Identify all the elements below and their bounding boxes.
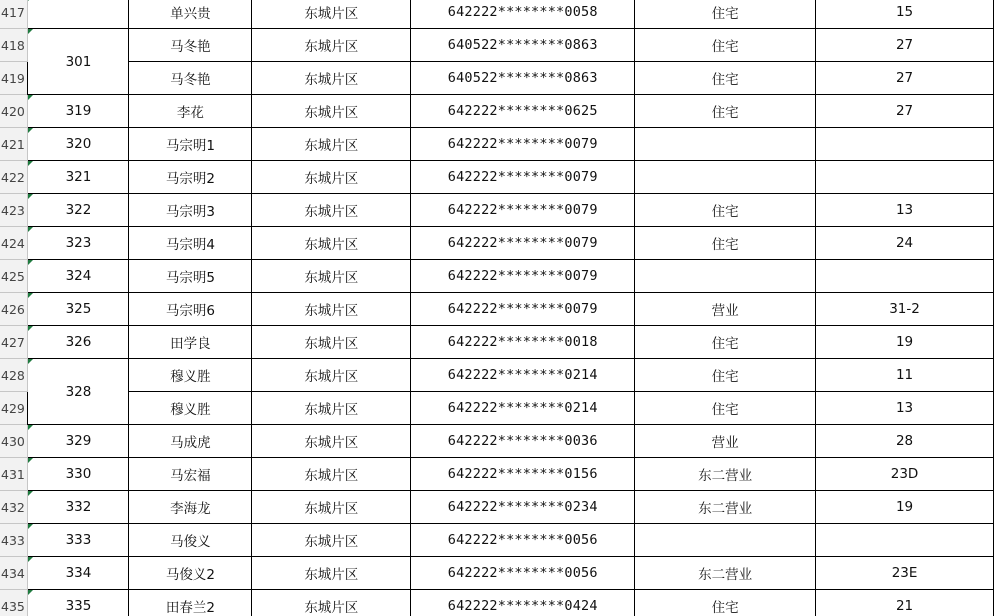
cell-num[interactable]: 19 (816, 491, 994, 524)
cell-number[interactable] (28, 161, 129, 194)
cell-number[interactable] (28, 95, 129, 128)
cell-num[interactable]: 27 (816, 62, 994, 95)
cell-area[interactable]: 东城片区 (252, 194, 411, 227)
table-row (0, 491, 994, 524)
cell-id[interactable]: 642222********0079 (411, 161, 635, 194)
cell-num[interactable]: 27 (816, 95, 994, 128)
cell-id[interactable]: 640522********0863 (411, 29, 635, 62)
cell-area[interactable]: 东城片区 (252, 62, 411, 95)
cell-name[interactable]: 单兴贵 (129, 0, 252, 29)
cell-type[interactable]: 住宅 (635, 194, 816, 227)
cell-number-text: 324 (65, 268, 92, 284)
row-header[interactable]: 431 (0, 458, 28, 491)
row-header[interactable]: 421 (0, 128, 28, 161)
cell-marker-icon (28, 491, 33, 496)
cell-number[interactable] (28, 0, 129, 29)
cell-type[interactable]: 东二营业 (635, 491, 816, 524)
cell-area[interactable]: 东城片区 (252, 95, 411, 128)
cell-type[interactable]: 住宅 (635, 95, 816, 128)
cell-num[interactable] (816, 161, 994, 194)
cell-num[interactable] (816, 524, 994, 557)
cell-num[interactable]: 23D (816, 458, 994, 491)
cell-number-text: 321 (65, 169, 92, 185)
cell-area[interactable]: 东城片区 (252, 128, 411, 161)
cell-name[interactable]: 马宗明1 (129, 128, 252, 161)
table-row (0, 359, 994, 392)
cell-number[interactable] (28, 194, 129, 227)
cell-id[interactable]: 642222********0058 (411, 0, 635, 29)
cell-id[interactable]: 642222********0079 (411, 128, 635, 161)
cell-number[interactable] (28, 128, 129, 161)
cell-id[interactable]: 642222********0424 (411, 590, 635, 616)
row-header[interactable]: 434 (0, 557, 28, 590)
cell-number-text: 326 (65, 334, 92, 350)
cell-name[interactable]: 马冬艳 (129, 62, 252, 95)
table-row (0, 293, 994, 326)
cell-num[interactable]: 15 (816, 0, 994, 29)
cell-marker-icon (28, 359, 33, 364)
cell-number-text: 335 (65, 598, 92, 614)
cell-area[interactable]: 东城片区 (252, 161, 411, 194)
row-header[interactable]: 429 (0, 392, 28, 425)
cell-type[interactable] (635, 260, 816, 293)
cell-type[interactable]: 住宅 (635, 227, 816, 260)
cell-num[interactable]: 21 (816, 590, 994, 616)
cell-number[interactable] (28, 260, 129, 293)
cell-marker-icon (28, 557, 33, 562)
cell-number[interactable] (28, 524, 129, 557)
table-row (0, 62, 994, 95)
cell-num[interactable]: 13 (816, 194, 994, 227)
cell-name[interactable]: 马冬艳 (129, 29, 252, 62)
cell-number-text: 323 (65, 235, 92, 251)
cell-type[interactable]: 营业 (635, 425, 816, 458)
cell-id[interactable]: 642222********0214 (411, 359, 635, 392)
cell-area[interactable]: 东城片区 (252, 326, 411, 359)
cell-name[interactable]: 马俊义2 (129, 557, 252, 590)
cell-area[interactable]: 东城片区 (252, 260, 411, 293)
cell-num[interactable]: 24 (816, 227, 994, 260)
cell-type[interactable]: 营业 (635, 293, 816, 326)
cell-type[interactable] (635, 524, 816, 557)
table-row (0, 227, 994, 260)
cell-id[interactable]: 642222********0079 (411, 293, 635, 326)
cell-num[interactable]: 31-2 (816, 293, 994, 326)
cell-num[interactable]: 27 (816, 29, 994, 62)
cell-name[interactable]: 穆义胜 (129, 392, 252, 425)
cell-marker-icon (28, 95, 33, 100)
table-row (0, 161, 994, 194)
cell-num[interactable] (816, 260, 994, 293)
cell-area[interactable]: 东城片区 (252, 359, 411, 392)
cell-area[interactable]: 东城片区 (252, 29, 411, 62)
cell-id[interactable]: 642222********0234 (411, 491, 635, 524)
cell-area[interactable]: 东城片区 (252, 524, 411, 557)
cell-number[interactable] (28, 29, 129, 95)
cell-name[interactable]: 马宗明6 (129, 293, 252, 326)
cell-number-text: 319 (65, 103, 92, 119)
table-row (0, 524, 994, 557)
row-header[interactable]: 428 (0, 359, 28, 392)
cell-type[interactable]: 住宅 (635, 326, 816, 359)
cell-type[interactable]: 住宅 (635, 0, 816, 29)
cell-id[interactable]: 640522********0863 (411, 62, 635, 95)
cell-name[interactable]: 马宗明2 (129, 161, 252, 194)
cell-id[interactable]: 642222********0079 (411, 227, 635, 260)
cell-name[interactable]: 田学良 (129, 326, 252, 359)
table-row (0, 0, 994, 29)
cell-marker-icon (28, 260, 33, 265)
row-header[interactable]: 419 (0, 62, 28, 95)
table-row (0, 260, 994, 293)
cell-number[interactable] (28, 590, 129, 616)
cell-type[interactable]: 住宅 (635, 62, 816, 95)
cell-number[interactable] (28, 458, 129, 491)
cell-area[interactable]: 东城片区 (252, 590, 411, 616)
cell-area[interactable]: 东城片区 (252, 458, 411, 491)
table-row (0, 194, 994, 227)
table-row (0, 557, 994, 590)
cell-name[interactable]: 马成虎 (129, 425, 252, 458)
cell-marker-icon (28, 458, 33, 463)
cell-number-text: 328 (65, 383, 92, 400)
cell-number[interactable] (28, 557, 129, 590)
cell-type[interactable] (635, 128, 816, 161)
row-header[interactable]: 417 (0, 0, 28, 29)
cell-type[interactable]: 住宅 (635, 590, 816, 616)
cell-number[interactable] (28, 293, 129, 326)
cell-name[interactable]: 马宗明4 (129, 227, 252, 260)
cell-number-text: 329 (65, 433, 92, 449)
table-row (0, 392, 994, 425)
table-row (0, 95, 994, 128)
cell-area[interactable]: 东城片区 (252, 491, 411, 524)
cell-marker-icon (28, 293, 33, 298)
cell-area[interactable]: 东城片区 (252, 425, 411, 458)
row-header[interactable]: 422 (0, 161, 28, 194)
row-header[interactable]: 430 (0, 425, 28, 458)
cell-marker-icon (28, 29, 33, 34)
cell-number-text: 332 (65, 499, 92, 515)
cell-id[interactable]: 642222********0056 (411, 557, 635, 590)
cell-type[interactable] (635, 161, 816, 194)
cell-number[interactable] (28, 326, 129, 359)
cell-area[interactable]: 东城片区 (252, 227, 411, 260)
cell-number[interactable] (28, 491, 129, 524)
cell-name[interactable]: 李海龙 (129, 491, 252, 524)
cell-id[interactable]: 642222********0036 (411, 425, 635, 458)
cell-number-text: 301 (65, 53, 92, 70)
row-header[interactable]: 424 (0, 227, 28, 260)
row-header[interactable]: 423 (0, 194, 28, 227)
cell-number-text: 322 (65, 202, 92, 218)
cell-number[interactable] (28, 227, 129, 260)
table-row (0, 458, 994, 491)
cell-marker-icon (28, 194, 33, 199)
cell-name[interactable]: 田春兰2 (129, 590, 252, 616)
cell-marker-icon (28, 0, 33, 1)
cell-num[interactable]: 13 (816, 392, 994, 425)
row-header[interactable]: 425 (0, 260, 28, 293)
row-header[interactable]: 420 (0, 95, 28, 128)
table-row (0, 590, 994, 616)
cell-id[interactable]: 642222********0625 (411, 95, 635, 128)
cell-num[interactable]: 19 (816, 326, 994, 359)
row-header[interactable]: 426 (0, 293, 28, 326)
cell-marker-icon (28, 425, 33, 430)
cell-id[interactable]: 642222********0156 (411, 458, 635, 491)
cell-name[interactable]: 穆义胜 (129, 359, 252, 392)
cell-name[interactable]: 马宏福 (129, 458, 252, 491)
cell-type[interactable]: 住宅 (635, 359, 816, 392)
table-row (0, 128, 994, 161)
cell-marker-icon (28, 524, 33, 529)
cell-num[interactable] (816, 128, 994, 161)
cell-area[interactable]: 东城片区 (252, 293, 411, 326)
row-header[interactable]: 418 (0, 29, 28, 62)
row-header[interactable]: 435 (0, 590, 28, 616)
cell-id[interactable]: 642222********0079 (411, 194, 635, 227)
cell-number-text: 330 (65, 466, 92, 482)
cell-marker-icon (28, 161, 33, 166)
cell-number[interactable] (28, 359, 129, 425)
table-row (0, 326, 994, 359)
cell-id[interactable]: 642222********0079 (411, 260, 635, 293)
cell-num[interactable]: 28 (816, 425, 994, 458)
cell-num[interactable]: 23E (816, 557, 994, 590)
cell-name[interactable]: 马俊义 (129, 524, 252, 557)
cell-name[interactable]: 马宗明5 (129, 260, 252, 293)
row-header[interactable]: 433 (0, 524, 28, 557)
cell-name[interactable]: 马宗明3 (129, 194, 252, 227)
cell-area[interactable]: 东城片区 (252, 392, 411, 425)
cell-number-text: 333 (65, 532, 92, 548)
table-row (0, 425, 994, 458)
cell-marker-icon (28, 128, 33, 133)
row-header[interactable]: 432 (0, 491, 28, 524)
cell-num[interactable]: 11 (816, 359, 994, 392)
cell-number[interactable] (28, 425, 129, 458)
cell-name[interactable]: 李花 (129, 95, 252, 128)
cell-number-text: 320 (65, 136, 92, 152)
cell-area[interactable]: 东城片区 (252, 557, 411, 590)
table-row (0, 29, 994, 62)
cell-type[interactable]: 东二营业 (635, 458, 816, 491)
cell-marker-icon (28, 227, 33, 232)
cell-type[interactable]: 东二营业 (635, 557, 816, 590)
cell-area[interactable]: 东城片区 (252, 0, 411, 29)
cell-id[interactable]: 642222********0214 (411, 392, 635, 425)
cell-number-text: 325 (65, 301, 92, 317)
cell-marker-icon (28, 590, 33, 595)
cell-type[interactable]: 住宅 (635, 29, 816, 62)
row-header[interactable]: 427 (0, 326, 28, 359)
cell-marker-icon (28, 326, 33, 331)
cell-id[interactable]: 642222********0018 (411, 326, 635, 359)
cell-number-text: 334 (65, 565, 92, 581)
cell-id[interactable]: 642222********0056 (411, 524, 635, 557)
cell-type[interactable]: 住宅 (635, 392, 816, 425)
